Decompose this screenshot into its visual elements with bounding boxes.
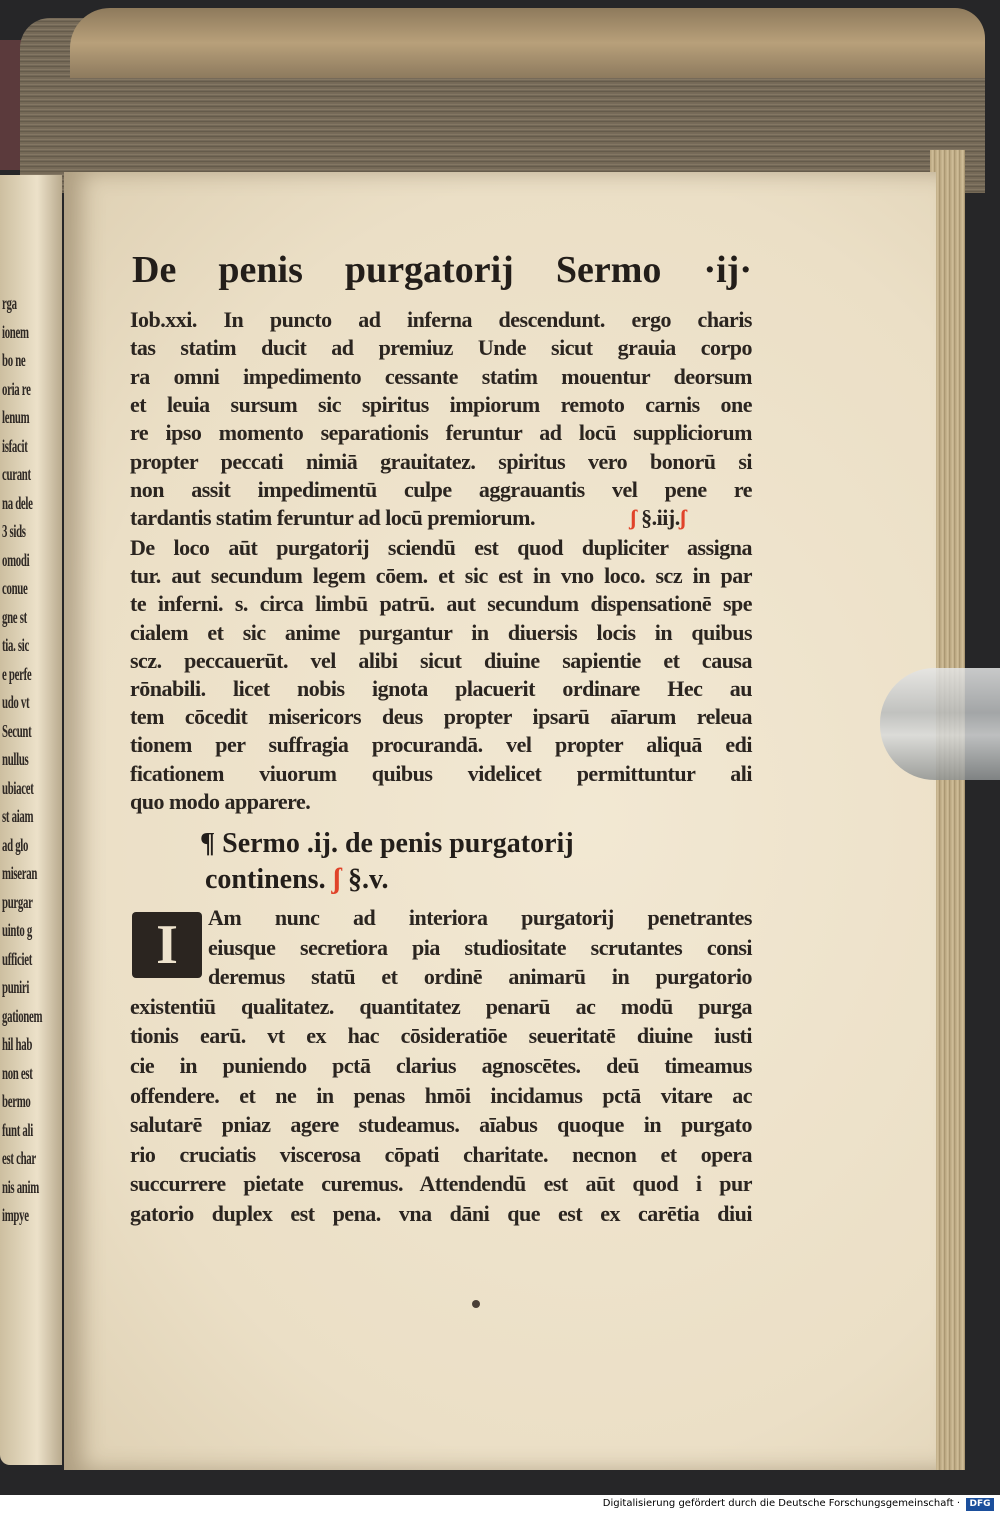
drop-cap: I <box>132 912 202 978</box>
text-line: propter peccati nimiā grauitatez. spiritus vero bonorū si <box>130 448 752 474</box>
left-page-fragment: hil hab <box>2 1034 33 1054</box>
left-page-fragment: curant <box>2 464 31 484</box>
ink-speck <box>472 1300 480 1308</box>
text-line: cie in puniendo pctā clarius agnoscētes. deū timeamus <box>130 1053 752 1078</box>
footer-bar <box>0 1495 1000 1515</box>
text-line: deremus statū et ordinē animarū in purgatorio <box>208 964 752 990</box>
subheading-continens: continens. <box>205 864 326 895</box>
left-page-fragment: ubiacet <box>2 777 34 798</box>
left-page-fragment: na dele <box>2 492 33 513</box>
book-top-edge <box>70 8 985 78</box>
text-line: tardantis statim feruntur ad locū premiorum. <box>130 505 535 531</box>
left-page-fragment: puniri <box>2 977 30 997</box>
left-page-fragment: ad glo <box>2 834 29 855</box>
section-mark-3-line <box>630 505 750 531</box>
left-page-fragment: tia. sic <box>2 635 30 655</box>
text-line: quo modo apparere. <box>130 788 311 814</box>
left-page-fragment: uinto g <box>2 920 33 940</box>
left-page-fragment: rga <box>2 293 17 313</box>
text-line: non assit impedimentū culpe aggrauantis vel pene re <box>130 476 752 502</box>
left-page-fragment: omodi <box>2 549 30 570</box>
rubric-mark: ʃ <box>679 505 686 530</box>
left-page-fragment: oria re <box>2 378 31 399</box>
left-page-fragment: ionem <box>2 321 29 342</box>
text-line: tionis earū. vt ex hac cōsideratiōe seueritatē diuine iusti <box>130 1023 752 1049</box>
left-page-fragment: ufficiet <box>2 948 32 969</box>
left-page-fragment: bermo <box>2 1091 31 1111</box>
left-page-fragment: est char <box>2 1148 36 1168</box>
left-page-fragment: impye <box>2 1205 29 1225</box>
text-line: et leuia sursum sic spiritus impiorum remoto carnis one <box>130 391 752 417</box>
subheading-line-2 <box>205 864 389 896</box>
text-line: tem cōcedit misericors deus propter ipsarū aīarum releua <box>130 704 752 730</box>
text-line: salutarē pniaz agere studeamus. aīabus quoque in purgato <box>130 1112 752 1138</box>
left-page-fragment: st aiam <box>2 806 34 826</box>
left-page-fragment: Secunt <box>2 720 32 741</box>
text-line: De loco aūt purgatorij sciendū est quod dupliciter assigna <box>130 535 752 560</box>
text-line: tur. aut secundum legem cōem. et sic est in vno loco. scz in par <box>130 563 752 589</box>
page-clip <box>880 668 1000 780</box>
left-page-fragment: gationem <box>2 1005 43 1026</box>
left-page-fragment: purgar <box>2 891 33 912</box>
left-page-fragment: 3 sids <box>2 521 26 541</box>
subheading-line-1: ¶ Sermo .ij. de penis purgatorij <box>200 828 574 859</box>
left-page-fragment: udo vt <box>2 692 30 712</box>
text-line: cialem et sic anime purgantur in diuersis locis in quibus <box>130 619 752 645</box>
text-line: scz. peccauerūt. vel alibi sicut diuine sapientie et causa <box>130 647 752 673</box>
left-page-fragment: lenum <box>2 407 30 427</box>
text-line: Am nunc ad interiora purgatorij penetrantes <box>208 905 752 930</box>
section-mark-5: §.v. <box>348 864 389 895</box>
text-line: eiusque secretiora pia studiositate scrutantes consi <box>208 934 752 960</box>
text-line: te inferni. s. circa limbū patrū. aut secundum dispensationē spe <box>130 591 752 617</box>
left-page-fragment: non est <box>2 1062 33 1083</box>
left-page-fragment: miseran <box>2 863 38 883</box>
text-line: rio cruciatis viscerosa cōpati charitate. necnon et opera <box>130 1141 752 1167</box>
left-page-fragment: nis anim <box>2 1176 39 1197</box>
text-line: gatorio duplex est pena. vna dāni que est ex carētia diui <box>130 1201 752 1226</box>
text-line: rōnabili. licet nobis ignota placuerit ordinare Hec au <box>130 676 752 701</box>
left-page-fragment: conue <box>2 578 28 598</box>
left-page-fragment: gne st <box>2 606 27 627</box>
text-line: tionem per suffragia procurandā. vel propter aliquā edi <box>130 732 752 758</box>
page-heading: De penis purgatorij Sermo ·ij· <box>132 249 752 291</box>
text-line: existentiū qualitatez. quantitatez penarū ac modū purga <box>130 993 752 1019</box>
text-line: Iob.xxi. In puncto ad inferna descendunt. ergo charis <box>130 307 752 332</box>
text-line: tas statim ducit ad premiuz Unde sicut grauia corpo <box>130 335 752 361</box>
rubric-mark: ʃ <box>332 864 342 895</box>
left-page-fragment: bo ne <box>2 350 26 370</box>
left-page-fragment: nullus <box>2 749 29 769</box>
rubric-mark: ʃ <box>630 505 637 530</box>
section-mark-3: §.iij. <box>641 505 680 530</box>
text-line: offendere. et ne in penas hmōi incidamus pctā vitare ac <box>130 1082 752 1108</box>
footer-credit: Digitalisierung gefördert durch die Deutsche Forschungsgemeinschaft · <box>602 1498 960 1509</box>
text-line: ra omni impedimento cessante statim mouentur deorsum <box>130 363 752 389</box>
left-page-fragment: e perfe <box>2 663 32 684</box>
left-page <box>0 175 62 1465</box>
left-page-fragment: funt ali <box>2 1119 33 1140</box>
text-line: re ipso momento separationis feruntur ad locū suppliciorum <box>130 420 752 446</box>
text-line: succurrere pietate curemus. Attendendū est aūt quod i pur <box>130 1171 752 1197</box>
text-line: ficationem viuorum quibus videlicet permittuntur ali <box>130 760 752 786</box>
left-page-fragment: isfacit <box>2 435 28 456</box>
dfg-logo: DFG <box>966 1498 994 1511</box>
